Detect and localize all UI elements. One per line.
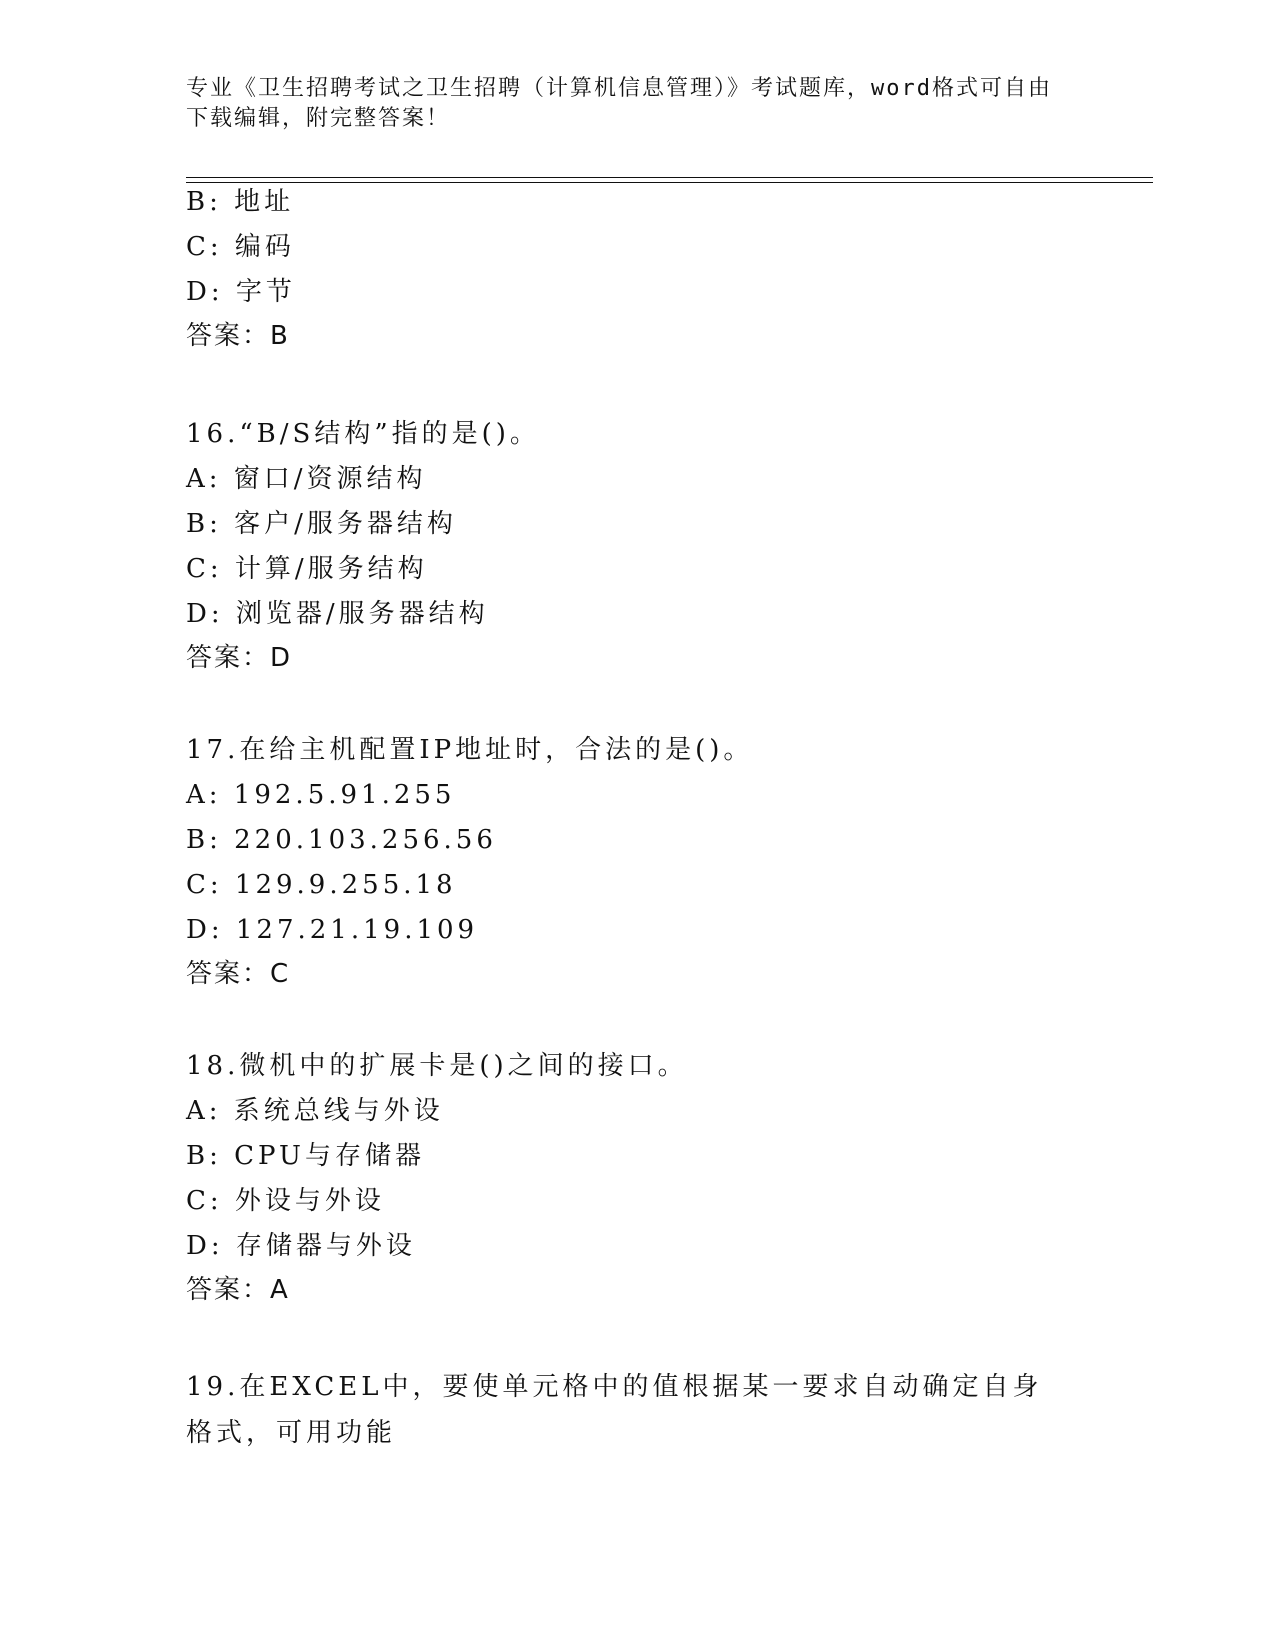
q18-option-a: A: 系统总线与外设	[186, 1096, 444, 1126]
q18-option-d: D: 存储器与外设	[186, 1231, 416, 1261]
q17-option-c: C: 129.9.255.18	[186, 870, 457, 900]
q18-option-b: B: CPU与存储器	[186, 1141, 425, 1171]
q17-question: 17.在给主机配置IP地址时，合法的是()。	[186, 735, 754, 765]
q15-option-b: B: 地址	[186, 187, 295, 217]
header-rule-top	[186, 177, 1153, 178]
q17-answer: 答案：C	[186, 959, 291, 989]
q16-option-a: A: 窗口/资源结构	[186, 464, 427, 494]
q15-option-c: C: 编码	[186, 232, 295, 262]
q16-option-b: B: 客户/服务器结构	[186, 509, 457, 539]
document-header: 专业《卫生招聘考试之卫生招聘（计算机信息管理）》考试题库，word格式可自由下载编辑，附完整答案！	[186, 76, 1052, 131]
q16-option-c: C: 计算/服务结构	[186, 554, 428, 584]
q17-option-b: B: 220.103.256.56	[186, 825, 497, 855]
q17-option-d: D: 127.21.19.109	[186, 915, 479, 945]
q19-question: 19.在EXCEL中，要使单元格中的值根据某一要求自动确定自身格式，可用功能	[186, 1372, 1043, 1448]
q15-answer: 答案：B	[186, 321, 290, 351]
q16-option-d: D: 浏览器/服务器结构	[186, 599, 489, 629]
q15-option-d: D: 字节	[186, 277, 296, 307]
header-rule-bottom	[186, 182, 1153, 183]
q17-option-a: A: 192.5.91.255	[186, 780, 456, 810]
q16-answer: 答案：D	[186, 643, 293, 673]
q16-question: 16.“B/S结构”指的是()。	[186, 419, 540, 449]
q18-question: 18.微机中的扩展卡是()之间的接口。	[186, 1051, 688, 1081]
q18-answer: 答案：A	[186, 1275, 290, 1305]
q18-option-c: C: 外设与外设	[186, 1186, 385, 1216]
